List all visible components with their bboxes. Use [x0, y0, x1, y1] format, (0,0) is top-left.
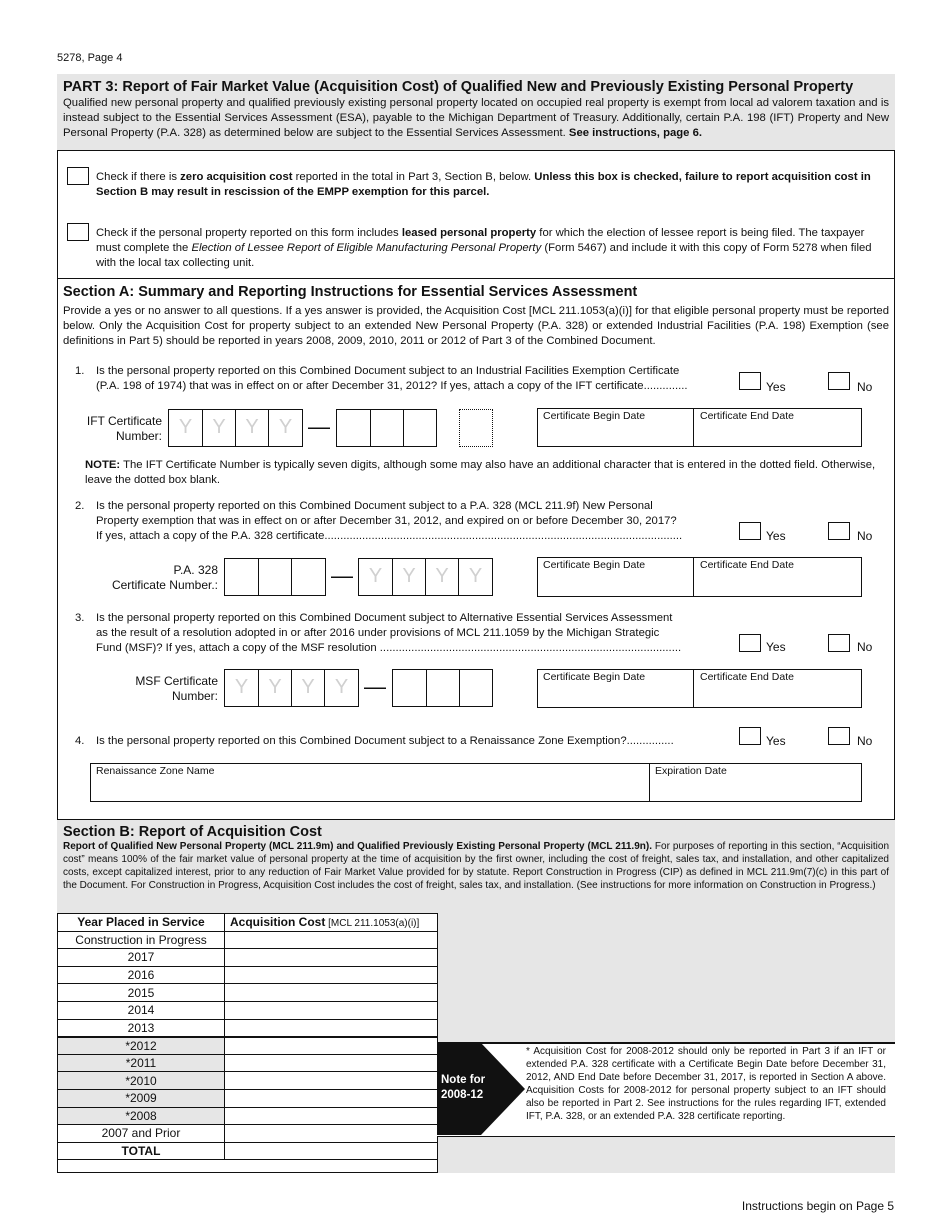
q1-text: Is the personal property reported on this Combined Document subject to an Industrial Facilities Exemption Certificate (P.A. 198 of 1974) that was in effect on or after December 31, 2012? If yes, attach a copy of the IFT certificate..............	[96, 365, 688, 392]
q3-begin-date-label: Certificate Begin Date	[543, 671, 646, 683]
row-year: 2017	[58, 949, 225, 967]
row-year: 2013	[58, 1019, 225, 1037]
col-year-header: Year Placed in Service	[58, 914, 225, 932]
q2-no-checkbox[interactable]	[828, 522, 850, 540]
ift-cert-digit[interactable]	[403, 409, 437, 447]
cost-input[interactable]	[225, 984, 438, 1002]
q2-number: 2.	[75, 500, 85, 512]
section-a-title: Section A: Summary and Reporting Instructions for Essential Services Assessment	[63, 284, 638, 300]
leased-property-checkbox[interactable]	[67, 223, 89, 241]
section-b-header	[57, 819, 895, 913]
q4-text: Is the personal property reported on this Combined Document subject to a Renaissance Zone Exemption?...............	[96, 735, 674, 747]
q1-yes-checkbox[interactable]	[739, 372, 761, 390]
section-b-title: Section B: Report of Acquisition Cost	[63, 824, 322, 840]
footer-text: Instructions begin on Page 5	[741, 1199, 894, 1213]
row-total: TOTAL	[58, 1142, 225, 1160]
ift-cert-digit[interactable]: Y	[235, 409, 269, 447]
q4-yes-label: Yes	[766, 734, 786, 748]
col-cost-header: Acquisition Cost [MCL 211.1053(a)(i)]	[225, 914, 438, 932]
q2-begin-date-label: Certificate Begin Date	[543, 559, 646, 571]
cost-input[interactable]	[225, 1001, 438, 1019]
q1-number: 1.	[75, 365, 85, 377]
leased-property-text: Check if the personal property reported on this form includes leased personal property for which the election of lessee report is being filed. The taxpayer must complete the Election of Lessee Report of Eligible Manufacturing Personal Property (Form 5467) and include it with this copy of Form 5278 when filed with the local tax collecting unit.	[96, 227, 872, 269]
row-year: *2009	[58, 1089, 225, 1107]
row-year: *2008	[58, 1107, 225, 1125]
cost-input[interactable]	[225, 1107, 438, 1125]
q3-end-date-label: Certificate End Date	[700, 671, 794, 683]
grey-panel	[437, 1136, 895, 1173]
cost-input[interactable]	[225, 1072, 438, 1090]
divider	[693, 408, 694, 447]
cost-input[interactable]	[225, 1054, 438, 1072]
msf-cert-digit[interactable]	[392, 669, 427, 707]
pa328-cert-digit[interactable]	[258, 558, 292, 596]
cost-input[interactable]	[225, 1037, 438, 1055]
q3-no-checkbox[interactable]	[828, 634, 850, 652]
q3-number: 3.	[75, 612, 85, 624]
cost-input[interactable]	[225, 966, 438, 984]
q4-no-checkbox[interactable]	[828, 727, 850, 745]
pa328-cert-digit[interactable]: Y	[358, 558, 393, 596]
cost-input[interactable]	[225, 1125, 438, 1143]
divider	[693, 557, 694, 597]
ift-dash: —	[308, 414, 330, 439]
part3-header	[57, 74, 895, 151]
q2-yes-checkbox[interactable]	[739, 522, 761, 540]
msf-cert-digit[interactable]: Y	[258, 669, 292, 707]
msf-cert-digit[interactable]	[426, 669, 460, 707]
part3-body: Qualified new personal property and qualified previously existing personal property located on occupied real property is exempt from local ad valorem taxation and is instead subject to the Essential Services Assessment (ESA), payable to the Michigan Department of Treasury. Additionally, certain P.A. 198 (IFT) Property and New Personal Property (P.A. 328) as determined below are subject to the Essential Services Assessment. See instructions, page 6.	[63, 97, 889, 139]
divider	[649, 763, 650, 802]
cost-input[interactable]	[225, 931, 438, 949]
page-header: 5278, Page 4	[57, 52, 123, 64]
zero-acquisition-text: Check if there is zero acquisition cost reported in the total in Part 3, Section B, below. Unless this box is checked, failure to report acquisition cost in Section B may result in rescission of the EMPP exemption for this parcel.	[96, 171, 871, 198]
section-b-body: Report of Qualified New Personal Property (MCL 211.9m) and Qualified Previously Existing Personal Property (MCL 211.9n). For purposes of reporting in this section, “Acquisition cost” means 100% of the fair market value of personal property at the time of acquisition by the first owner, including the cost of freight, sales tax, and installation, and other capitalized costs, except capitalized interest, prior to any reduction of Fair Market Value provided for by statute. Report Construction in Progress (CIP) as defined in MCL 211.9m(7)(c) in this part of the Document. For Construction in Progress, Acquisition Cost includes the cost of freight, sales tax, and installation. (See instructions for more information on Construction in Progress.)	[63, 841, 890, 891]
ift-cert-digit[interactable]	[336, 409, 371, 447]
divider	[693, 669, 694, 708]
msf-cert-digit[interactable]: Y	[291, 669, 325, 707]
cost-input[interactable]	[225, 1089, 438, 1107]
row-year: *2011	[58, 1054, 225, 1072]
divider	[57, 278, 895, 279]
msf-cert-digit[interactable]: Y	[224, 669, 259, 707]
row-year: 2015	[58, 984, 225, 1002]
row-year: Construction in Progress	[58, 931, 225, 949]
pa328-dash: —	[331, 563, 353, 588]
ift-cert-digit[interactable]	[370, 409, 404, 447]
pa328-cert-label: P.A. 328 Certificate Number.:	[111, 563, 218, 592]
pa328-cert-digit[interactable]	[224, 558, 259, 596]
section-a-intro: Provide a yes or no answer to all questions. If a yes answer is provided, the Acquisition Cost [MCL 211.1053(a)(i)] for that eligible personal property must be reported below. Only the Acquisition Cost for property subject to an extended New Personal Property (P.A. 328) or extended Industrial Facilities (P.A. 198) Exemption (see definitions in Part 5) should be reported in years 2008, 2009, 2010, 2011 or 2012 of Part 3 of the Combined Document.	[63, 305, 889, 347]
msf-cert-label: MSF Certificate Number:	[135, 674, 218, 703]
cost-input[interactable]	[225, 949, 438, 967]
total-input[interactable]	[225, 1142, 438, 1160]
ift-note: NOTE: The IFT Certificate Number is typically seven digits, although some may also have an additional character that is entered in the dotted field. Otherwise, leave the dotted box blank.	[85, 459, 876, 486]
q4-yes-checkbox[interactable]	[739, 727, 761, 745]
pa328-cert-digit[interactable]: Y	[392, 558, 426, 596]
q1-no-label: No	[857, 380, 873, 394]
expiration-date-label: Expiration Date	[655, 765, 727, 777]
zero-acquisition-checkbox[interactable]	[67, 167, 89, 185]
row-year: 2014	[58, 1001, 225, 1019]
zone-name-label: Renaissance Zone Name	[96, 765, 215, 777]
note-label: Note for 2008-12	[441, 1074, 486, 1101]
row-year: *2012	[58, 1037, 225, 1055]
ift-cert-digit[interactable]: Y	[268, 409, 303, 447]
msf-cert-digit[interactable]	[459, 669, 493, 707]
q3-yes-label: Yes	[766, 640, 786, 654]
q4-no-label: No	[857, 734, 873, 748]
pa328-cert-digit[interactable]: Y	[458, 558, 493, 596]
ift-cert-digit[interactable]: Y	[168, 409, 203, 447]
msf-dash: —	[364, 674, 386, 699]
row-year: *2010	[58, 1072, 225, 1090]
pa328-cert-digit[interactable]	[291, 558, 326, 596]
q2-text: Is the personal property reported on this Combined Document subject to a P.A. 328 (MCL 211.9f) New Personal Property exemption that was in effect on or after December 31, 2012, and expired on or before December 30, 2017? If yes, attach a copy of the P.A. 328 certificate..................................................................................................................	[96, 500, 683, 542]
row-year: 2016	[58, 966, 225, 984]
ift-extra-char-box[interactable]	[459, 409, 493, 447]
q3-no-label: No	[857, 640, 873, 654]
ift-cert-digit[interactable]: Y	[202, 409, 236, 447]
q4-number: 4.	[75, 735, 85, 747]
pa328-cert-digit[interactable]: Y	[425, 558, 459, 596]
q2-yes-label: Yes	[766, 529, 786, 543]
q3-yes-checkbox[interactable]	[739, 634, 761, 652]
q2-end-date-label: Certificate End Date	[700, 559, 794, 571]
q3-text: Is the personal property reported on this Combined Document subject to Alternative Essential Services Assessment as the result of a resolution adopted in or after 2016 under provisions of MCL 211.1059 by the Michigan Strategic Fund (MSF)? If yes, attach a copy of the MSF resolution ................................................................................................	[96, 612, 682, 654]
grey-panel	[437, 913, 895, 1042]
part3-title: PART 3: Report of Fair Market Value (Acquisition Cost) of Qualified New and Previously Existing Personal Property	[63, 79, 854, 95]
q2-no-label: No	[857, 529, 873, 543]
q1-no-checkbox[interactable]	[828, 372, 850, 390]
acquisition-cost-table	[57, 913, 438, 1160]
q1-begin-date-label: Certificate Begin Date	[543, 410, 646, 422]
q1-yes-label: Yes	[766, 380, 786, 394]
row-year: 2007 and Prior	[58, 1125, 225, 1143]
cost-input[interactable]	[225, 1019, 438, 1037]
q1-end-date-label: Certificate End Date	[700, 410, 794, 422]
ift-cert-label: IFT Certificate Number:	[86, 414, 162, 443]
msf-cert-digit[interactable]: Y	[324, 669, 359, 707]
note-text: * Acquisition Cost for 2008-2012 should only be reported in Part 3 if an IFT or extended P.A. 328 certificate with a Certificate Begin Date before December 31, 2012, AND End Date before December 31, 2017, is reported in Section A above. Acquisition Costs for 2008-2012 for personal property subject to an IFT should also be reported in Part 2. See instructions for the rules regarding IFT, extended IFT, P.A. 328, or an extended P.A. 328 certificate reporting.	[526, 1046, 886, 1122]
